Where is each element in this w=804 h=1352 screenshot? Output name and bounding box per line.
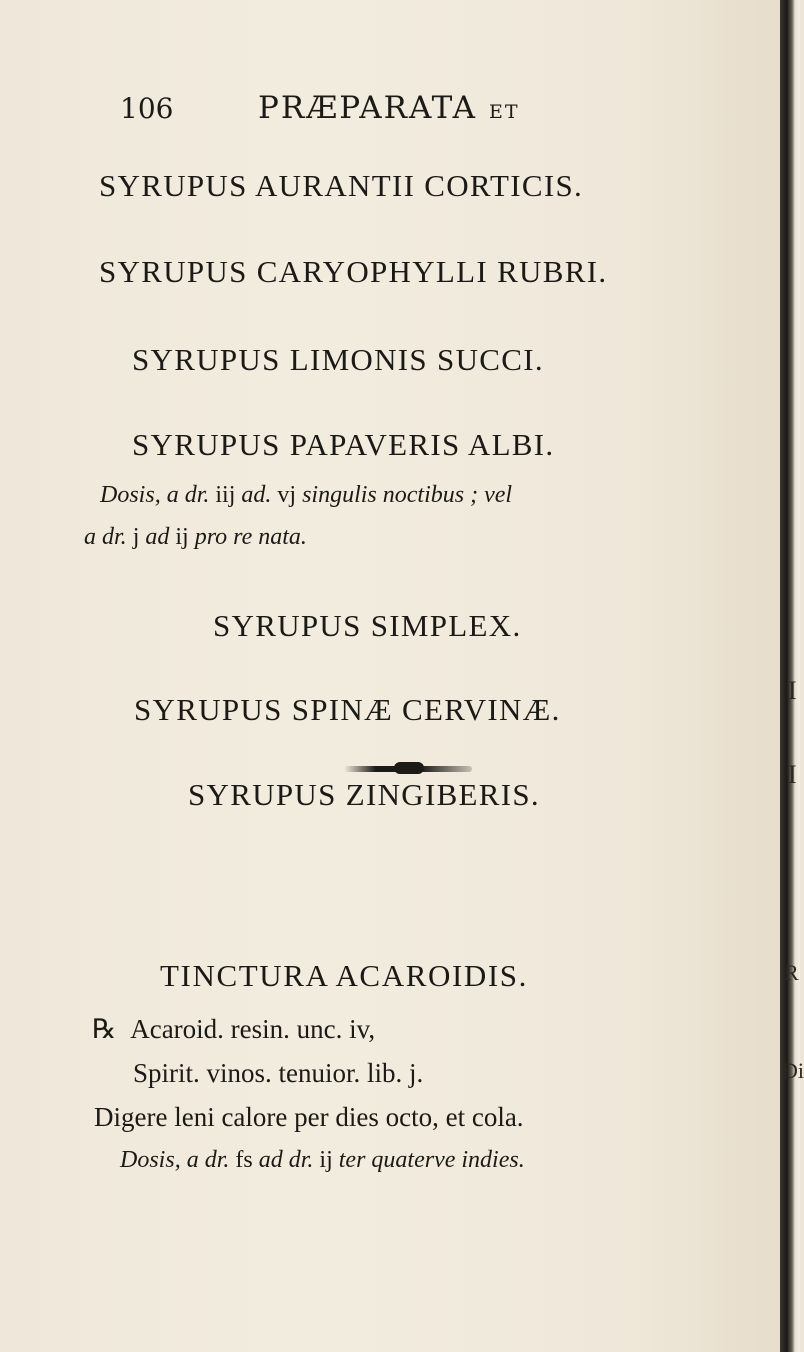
recipe-line-1 (92, 1014, 375, 1045)
papaveris-dose-line2 (84, 524, 307, 551)
dose-label: Dosis (120, 1147, 175, 1173)
heading-spinae-cervinae: SYRUPUS SPINÆ CERVINÆ. (134, 692, 561, 727)
heading-limonis: SYRUPUS LIMONIS SUCCI. (132, 342, 544, 377)
dose-text: ter quaterve indies. (332, 1147, 525, 1173)
page-number: 106 (120, 92, 174, 125)
facing-page-letter: R (784, 960, 799, 985)
section-divider-ornament (394, 762, 424, 774)
recipe-line-2: Spirit. vinos. tenuior. lib. j. (133, 1058, 424, 1088)
dose-numeral: j (132, 524, 140, 550)
heading-tinctura-acaroidis: TINCTURA ACAROIDIS. (160, 958, 528, 993)
heading-aurantii: SYRUPUS AURANTII CORTICIS. (99, 168, 584, 203)
dose-text: , a dr. (154, 482, 216, 508)
facing-page-letter: Di (782, 1058, 804, 1083)
dose-numeral: ij (175, 524, 189, 550)
dose-text: singulis noctibus ; vel (296, 482, 513, 508)
dose-text: ad dr. (252, 1147, 320, 1173)
heading-simplex: SYRUPUS SIMPLEX. (213, 608, 522, 643)
header-title: PRÆPARATA (258, 90, 478, 126)
tinctura-dose-line (120, 1147, 525, 1174)
dose-text: ad (139, 524, 176, 550)
dose-numeral: fs (235, 1147, 253, 1173)
dose-numeral: iij (215, 482, 236, 508)
heading-caryophylli: SYRUPUS CARYOPHYLLI RUBRI. (99, 254, 608, 289)
recipe-line-3: Digere leni calore per dies octo, et cola. (94, 1102, 524, 1132)
dose-text: pro re nata. (188, 524, 307, 550)
dose-label: Dosis (100, 482, 155, 508)
facing-page-letter: I (788, 676, 797, 705)
dose-text: a dr. (84, 524, 133, 550)
recipe-text: Acaroid. resin. unc. iv, (130, 1014, 376, 1044)
heading-papaveris: SYRUPUS PAPAVERIS ALBI. (132, 427, 555, 462)
dose-text: , a dr. (174, 1147, 236, 1173)
running-header (258, 90, 520, 126)
recipe-symbol: ℞ (92, 1014, 117, 1044)
facing-page-letter: I (788, 760, 797, 789)
heading-zingiberis: SYRUPUS ZINGIBERIS. (188, 777, 540, 812)
dose-numeral: vj (277, 482, 297, 508)
header-suffix: ET (489, 101, 520, 123)
dose-text: ad. (235, 482, 278, 508)
papaveris-dose-line1 (100, 482, 512, 509)
dose-numeral: ij (319, 1147, 333, 1173)
